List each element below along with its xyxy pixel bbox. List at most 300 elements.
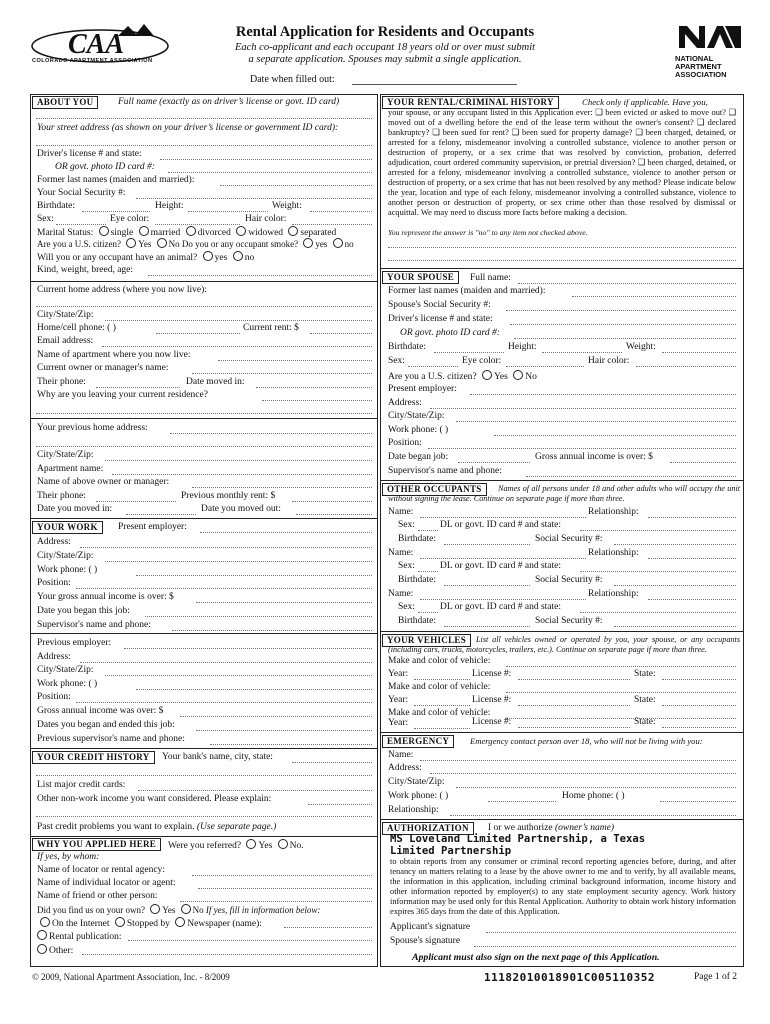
find-label: Did you find us on your own? (37, 905, 145, 915)
weight-label: Weight: (272, 201, 302, 211)
spouse-eye-field[interactable] (506, 366, 584, 367)
other-income-field[interactable] (308, 804, 372, 805)
major-cards-label: List major credit cards: (37, 780, 126, 790)
leaving-label: Why are you leaving your current residence? (37, 390, 208, 400)
bank-label: Your bank's name, city, state: (162, 752, 273, 762)
owner-name-line-1[interactable]: MS Loveland Limited Partnership, a Texas (390, 833, 646, 845)
spouse-eye-label: Eye color: (462, 356, 502, 366)
position-label: Position: (37, 578, 71, 588)
occ2-ssn-label: Social Security #: (535, 575, 603, 585)
rental-history-field-1[interactable] (388, 247, 736, 248)
prev-their-phone-field[interactable] (96, 501, 176, 502)
emergency-note: Emergency contact person over 18, who will not be living with you: (470, 736, 703, 746)
began-label: Date you began this job: (37, 606, 130, 616)
if-yes-fill-label: If yes, fill in information below: (205, 905, 321, 915)
find-yes-radio[interactable] (150, 904, 160, 914)
animal-no-label: no (244, 253, 255, 263)
spouse-address-label: Address: (388, 398, 422, 408)
spouse-weight-field[interactable] (662, 352, 736, 353)
stopped-label: Stopped by (126, 919, 170, 929)
veh1-year-field[interactable] (414, 679, 470, 680)
owner-name-line-2[interactable]: Limited Partnership (390, 845, 512, 857)
bank-field[interactable] (292, 762, 372, 763)
page-title: Rental Application for Residents and Occupants (235, 24, 535, 40)
spouse-supervisor-field[interactable] (526, 476, 736, 477)
prev-dates-label: Dates you began and ended this job: (37, 720, 175, 730)
veh2-year-field[interactable] (414, 705, 470, 706)
emergency-section-top (380, 732, 744, 733)
rental-history-tag: YOUR RENTAL/CRIMINAL HISTORY (382, 96, 559, 109)
veh1-make-field[interactable] (506, 666, 736, 667)
internet-label: On the Internet (52, 919, 110, 929)
kind-label: Kind, weight, breed, age: (37, 265, 134, 275)
work-city-field[interactable] (105, 561, 372, 562)
occ2-sex-field[interactable] (418, 571, 438, 572)
other-field[interactable] (82, 954, 372, 955)
spouse-supervisor-label: Supervisor's name and phone: (388, 466, 502, 476)
veh3-license-field[interactable] (518, 727, 630, 728)
spouse-former-label: Former last names (maiden and married): (388, 286, 546, 296)
city-label: City/State/Zip: (37, 310, 94, 320)
animal-label: Will you or any occupant have an animal? (37, 253, 198, 263)
veh3-license-label: License #: (472, 717, 512, 727)
newspaper-radio[interactable] (175, 917, 185, 927)
dl-label: Driver's license # and state: (37, 149, 142, 159)
occ1-relationship-label: Relationship: (588, 507, 639, 517)
spouse-citizen-no-radio[interactable] (513, 370, 523, 380)
income-field[interactable] (196, 602, 372, 603)
citizen-label: Are you a U.S. citizen? (37, 239, 121, 249)
owner-name-hint: (owner’s name) (555, 823, 615, 833)
date-out-label: Date you moved out: (201, 504, 281, 514)
occupants-section-top (380, 480, 744, 481)
marital-separated-label: separated (300, 228, 337, 238)
veh2-license-label: License #: (472, 695, 512, 705)
find-no-radio[interactable] (181, 904, 191, 914)
their-phone-label: Their phone: (37, 377, 86, 387)
svg-text:CAA: CAA (68, 29, 125, 60)
prev-apt-field[interactable] (112, 474, 372, 475)
rental-pub-label: Rental publication: (49, 932, 122, 942)
citizen-no-radio[interactable] (157, 238, 167, 248)
citizen-yes-radio[interactable] (126, 238, 136, 248)
marital-label: Marital Status: (37, 228, 94, 238)
caa-logo (30, 22, 180, 70)
hair-label: Hair color: (245, 214, 287, 224)
marital-single-radio[interactable] (99, 226, 109, 236)
moved-in-field[interactable] (256, 387, 372, 388)
occ1-dl-field[interactable] (580, 530, 736, 531)
rent-label: Current rent: $ (243, 323, 299, 333)
prev-dates-field[interactable] (196, 730, 372, 731)
marital-single-label: single (110, 228, 134, 238)
other-radio[interactable] (37, 944, 47, 954)
occ3-birthdate-field[interactable] (444, 626, 530, 627)
veh2-state-label: State: (634, 695, 656, 705)
occ3-ssn-label: Social Security #: (535, 616, 603, 626)
stopped-radio[interactable] (115, 917, 125, 927)
rental-pub-radio[interactable] (37, 930, 47, 940)
date-filled-field[interactable] (352, 84, 517, 85)
other-income-label: Other non-work income you want considered. Please explain: (37, 794, 272, 804)
email-label: Email address: (37, 336, 94, 346)
spouse-income-field[interactable] (670, 462, 736, 463)
emergency-relationship-label: Relationship: (388, 805, 439, 815)
spouse-ssn-field[interactable] (506, 310, 736, 311)
income-label: Your gross annual income is over: $ (37, 592, 174, 602)
spouse-city-field[interactable] (456, 421, 736, 422)
occ2-relationship-label: Relationship: (588, 548, 639, 558)
form-code: 11182010018901C005110352 (484, 971, 655, 984)
prev-home-field-2[interactable] (36, 446, 372, 447)
rental-history-note: You represent the answer is "no" to any item not checked above. (388, 228, 588, 237)
dl-field[interactable] (160, 159, 372, 160)
employer-field[interactable] (200, 532, 372, 533)
other-occupants-tag: OTHER OCCUPANTS (382, 483, 487, 496)
their-phone-field[interactable] (96, 387, 180, 388)
vehicles-section-top (380, 631, 744, 632)
spouse-birthdate-label: Birthdate: (388, 342, 426, 352)
prev-city-field-work[interactable] (105, 675, 372, 676)
veh1-state-field[interactable] (662, 679, 736, 680)
spouse-sex-field[interactable] (408, 366, 458, 367)
prev-home-field[interactable] (170, 433, 372, 434)
emergency-address-field[interactable] (430, 773, 736, 774)
occ2-dl-field[interactable] (580, 571, 736, 572)
rental-history-text: your spouse, or any occupant listed in this Application ever: ❑ been evicted or asked to move out? ❑ moved out of a dwelling before the end of the lease term without the owner's consent? ❑ declared bankruptcy? ❑ been sued for rent? ❑ been sued for property damage? ❑ been charged, detained, or arrested for a felony, misdemeanor involving a controlled substance, violence to another person or destruction of property, or a sex crime that was resolved by conviction, probation, deferred adjudication, court ordered community supervision, or pretrial diversion? ❑ been charged, detained, or arrested for a felony, misdemeanor involving a controlled substance, violence to another person or destruction of property, or a sex crime that has not been resolved by any method? Please indicate below the year, location and type of each felony, misdemeanor involving a controlled substance, violence to another person or destruction of property, or sex crime other than those resolved by dismissal or acquittal. We may need to discuss more facts before making a decision. (388, 108, 736, 217)
animal-row (37, 251, 254, 263)
apt-name-field[interactable] (218, 360, 372, 361)
caa-logo-subtitle: COLORADO APARTMENT ASSOCIATION (32, 58, 153, 64)
prev-rent-field[interactable] (292, 501, 372, 502)
occ2-relationship-field[interactable] (648, 558, 736, 559)
rent-field[interactable] (310, 333, 372, 334)
prev-supervisor-field[interactable] (210, 744, 372, 745)
occ1-ssn-label: Social Security #: (535, 534, 603, 544)
smoke-yes-label: yes (315, 239, 328, 249)
spouse-income-label: Gross annual income is over: $ (535, 452, 653, 462)
position-field[interactable] (76, 588, 372, 589)
prev-their-phone-label: Their phone: (37, 491, 86, 501)
spouse-name-label: Full name: (470, 273, 511, 283)
occ1-name-label: Name: (388, 507, 414, 517)
bank-field-2[interactable] (36, 775, 372, 776)
locator-label: Name of locator or rental agency: (37, 865, 165, 875)
occ2-name-field[interactable] (420, 558, 586, 559)
referred-row (168, 839, 304, 851)
spouse-dl-label: Driver's license # and state: (388, 314, 493, 324)
spouse-section-top (380, 268, 744, 269)
referred-no-radio[interactable] (278, 839, 288, 849)
eye-label: Eye color: (110, 214, 150, 224)
work-address-field[interactable] (80, 547, 372, 548)
prev-city-label: City/State/Zip: (37, 450, 94, 460)
veh3-state-field[interactable] (662, 727, 736, 728)
emergency-work-phone-label: Work phone: ( ) (388, 791, 449, 801)
photo-id-label: OR govt. photo ID card #: (55, 162, 155, 172)
find-yes-label: Yes (162, 905, 176, 915)
spouse-sig-field[interactable] (474, 946, 736, 947)
prev-phone-label: Work phone: ( ) (37, 679, 98, 689)
prev-owner-field[interactable] (192, 487, 372, 488)
spouse-citizen-yes-radio[interactable] (482, 370, 492, 380)
internet-radio[interactable] (40, 917, 50, 927)
spouse-citizen-row (388, 370, 537, 382)
spouse-photo-id-field[interactable] (514, 338, 736, 339)
animal-yes-radio[interactable] (203, 251, 213, 261)
hair-field[interactable] (292, 224, 372, 225)
leaving-field-2[interactable] (36, 413, 372, 414)
former-names-field[interactable] (220, 185, 372, 186)
other-income-field-2[interactable] (36, 816, 372, 817)
emergency-relationship-field[interactable] (450, 815, 736, 816)
spouse-employer-label: Present employer: (388, 384, 457, 394)
animal-no-radio[interactable] (233, 251, 243, 261)
full-name-label: Full name (exactly as on driver’s license or govt. ID card) (118, 97, 340, 107)
date-filled-label: Date when filled out: (250, 74, 335, 85)
emergency-city-label: City/State/Zip: (388, 777, 445, 787)
emergency-name-field[interactable] (420, 760, 736, 761)
source-row (37, 917, 262, 929)
page-number: Page 1 of 2 (694, 972, 738, 982)
leaving-field[interactable] (262, 400, 372, 401)
occ1-dl-label: DL or govt. ID card # and state: (440, 520, 561, 530)
subtitle-line-1: Each co-applicant and each occupant 18 years old or over must submit (234, 42, 536, 53)
owner-field[interactable] (192, 373, 372, 374)
spouse-began-label: Date began job: (388, 452, 449, 462)
home-phone-field[interactable] (156, 333, 240, 334)
marital-separated-radio[interactable] (288, 226, 298, 236)
prev-position-field[interactable] (76, 702, 372, 703)
marital-divorced-radio[interactable] (186, 226, 196, 236)
emergency-name-label: Name: (388, 750, 414, 760)
authorization-section-top (380, 819, 744, 820)
city-field[interactable] (105, 320, 372, 321)
prev-city-label-work: City/State/Zip: (37, 665, 94, 675)
prev-employer-field[interactable] (124, 648, 372, 649)
spouse-citizen-label: Are you a U.S. citizen? (388, 372, 477, 382)
sex-label: Sex: (37, 214, 54, 224)
prev-residence-top (30, 418, 378, 419)
locator-field[interactable] (192, 875, 372, 876)
street-field[interactable] (36, 145, 372, 146)
spouse-address-field[interactable] (430, 408, 736, 409)
spouse-phone-field[interactable] (494, 435, 736, 436)
occ3-relationship-field[interactable] (648, 599, 736, 600)
emergency-home-phone-label: Home phone: ( ) (562, 791, 625, 801)
veh1-license-label: License #: (472, 669, 512, 679)
work-city-label: City/State/Zip: (37, 551, 94, 561)
spouse-dl-field[interactable] (510, 324, 736, 325)
referred-no-label: No. (289, 841, 304, 851)
supervisor-label: Supervisor's name and phone: (37, 620, 151, 630)
spouse-sex-label: Sex: (388, 356, 405, 366)
occ3-name-field[interactable] (420, 599, 586, 600)
employer-label: Present employer: (118, 522, 187, 532)
spouse-hair-field[interactable] (636, 366, 736, 367)
friend-field[interactable] (180, 901, 372, 902)
rental-pub-row (34, 930, 122, 942)
applied-section-top (30, 836, 378, 837)
veh3-year-label: Year: (388, 718, 409, 728)
date-in-label: Date you moved in: (37, 504, 113, 514)
veh2-state-field[interactable] (662, 705, 736, 706)
authorize-row (488, 823, 614, 833)
marital-married-radio[interactable] (139, 226, 149, 236)
emergency-city-field[interactable] (456, 787, 736, 788)
find-row (37, 904, 320, 915)
sex-field[interactable] (56, 224, 106, 225)
prev-phone-field[interactable] (136, 689, 372, 690)
about-you-tag: ABOUT YOU (32, 96, 98, 109)
prev-home-label: Your previous home address: (37, 423, 148, 433)
occ2-name-label: Name: (388, 548, 414, 558)
emergency-home-phone-field[interactable] (660, 801, 736, 802)
apt-name-label: Name of apartment where you now live: (37, 350, 191, 360)
date-out-field[interactable] (296, 514, 372, 515)
referred-label: Were you referred? (168, 841, 242, 851)
authorization-text: to obtain reports from any consumer or criminal record reporting agencies before, during, and after tenancy on matters relating to a lease by the above owner to me and to verify, by all available means, the information in this application, including criminal background information, income history and other information reported by employer(s) to any state employment security agency. Work history information may be used only for this Rental Application. Authority to obtain work history information expires 365 days from the date of this Application. (390, 857, 736, 916)
check-applicable-label: Check only if applicable. Have you, (582, 97, 708, 107)
spouse-former-field[interactable] (572, 296, 736, 297)
smoke-label: Do you or any occupant smoke? (181, 239, 299, 249)
veh2-year-label: Year: (388, 695, 409, 705)
naa-logo-mark-icon (675, 22, 745, 50)
right-column-bottom (380, 966, 744, 967)
friend-label: Name of friend or other person: (37, 891, 158, 901)
marital-divorced-label: divorced (197, 228, 231, 238)
veh2-make-label: Make and color of vehicle: (388, 682, 491, 692)
spouse-began-field[interactable] (458, 462, 530, 463)
applicant-sig-field[interactable] (486, 932, 736, 933)
newspaper-field[interactable] (284, 927, 372, 928)
emergency-address-label: Address: (388, 763, 422, 773)
other-row (34, 944, 73, 956)
your-work-tag: YOUR WORK (32, 521, 103, 534)
spouse-position-label: Position: (388, 438, 422, 448)
occ2-ssn-field[interactable] (614, 585, 736, 586)
left-column-bottom (30, 966, 378, 967)
former-names-label: Former last names (maiden and married): (37, 175, 195, 185)
emergency-work-phone-field[interactable] (488, 801, 556, 802)
veh1-make-label: Make and color of vehicle: (388, 656, 491, 666)
smoke-no-radio[interactable] (333, 238, 343, 248)
work-address-label: Address: (37, 537, 71, 547)
authorization-tag: AUTHORIZATION (382, 822, 474, 835)
smoke-yes-radio[interactable] (303, 238, 313, 248)
citizen-no-label: No (168, 239, 180, 249)
photo-id-field[interactable] (168, 172, 372, 173)
occ1-sex-label: Sex: (398, 520, 415, 530)
credit-problems-row (37, 822, 276, 832)
full-name-field[interactable] (36, 118, 372, 119)
prev-supervisor-label: Previous supervisor's name and phone: (37, 734, 185, 744)
kind-field[interactable] (148, 275, 372, 276)
work-phone-field[interactable] (136, 575, 372, 576)
occ2-dl-label: DL or govt. ID card # and state: (440, 561, 561, 571)
prev-income-field[interactable] (180, 716, 372, 717)
spouse-position-field[interactable] (428, 448, 736, 449)
naa-logo (675, 22, 745, 80)
prev-rent-label: Previous monthly rent: $ (181, 491, 276, 501)
street-label: Your street address (as shown on your driver’s license or government ID card): (37, 123, 339, 133)
citizen-yes-label: Yes (138, 239, 152, 249)
referred-yes-radio[interactable] (246, 839, 256, 849)
current-home-field[interactable] (36, 306, 372, 307)
occ2-birthdate-field[interactable] (444, 585, 530, 586)
spouse-citizen-yes-label: Yes (494, 372, 508, 382)
prev-work-top (30, 633, 378, 634)
rental-history-field-2[interactable] (388, 260, 736, 261)
occ1-ssn-field[interactable] (614, 544, 736, 545)
began-field[interactable] (145, 616, 372, 617)
spouse-employer-field[interactable] (470, 394, 736, 395)
if-yes-label: If yes, by whom: (37, 852, 100, 862)
occ1-name-field[interactable] (420, 517, 586, 518)
email-field[interactable] (102, 346, 372, 347)
credit-problems-note: (Use separate page.) (196, 822, 277, 832)
veh2-license-field[interactable] (518, 705, 630, 706)
occ2-birthdate-label: Birthdate: (398, 575, 436, 585)
prev-address-field[interactable] (80, 662, 372, 663)
eye-field[interactable] (155, 224, 240, 225)
prev-city-field[interactable] (105, 460, 372, 461)
occ3-name-label: Name: (388, 589, 414, 599)
veh3-year-field[interactable] (414, 728, 470, 729)
marital-row (37, 226, 336, 238)
marital-widowed-label: widowed (248, 228, 284, 238)
height-field[interactable] (188, 211, 268, 212)
animal-yes-label: yes (214, 253, 228, 263)
owner-label: Current owner or manager's name: (37, 363, 169, 373)
find-no-label: No (192, 905, 204, 915)
credit-section-top (30, 748, 378, 749)
spouse-ssn-label: Spouse's Social Security #: (388, 300, 491, 310)
residence-section-top (30, 281, 378, 282)
spouse-height-field[interactable] (542, 352, 622, 353)
individual-field[interactable] (198, 888, 372, 889)
ssn-label: Your Social Security #: (37, 188, 126, 198)
spouse-height-label: Height: (508, 342, 537, 352)
rental-pub-field[interactable] (128, 940, 372, 941)
occ1-sex-field[interactable] (418, 530, 438, 531)
spouse-weight-label: Weight: (626, 342, 656, 352)
birthdate-field[interactable] (82, 211, 150, 212)
occ3-sex-label: Sex: (398, 602, 415, 612)
weight-field[interactable] (310, 211, 372, 212)
veh3-make-field[interactable] (506, 718, 736, 719)
supervisor-field[interactable] (172, 630, 372, 631)
occ1-birthdate-label: Birthdate: (398, 534, 436, 544)
major-cards-field[interactable] (138, 790, 372, 791)
ssn-field[interactable] (136, 198, 372, 199)
work-phone-label: Work phone: ( ) (37, 565, 98, 575)
veh2-make-field[interactable] (506, 692, 736, 693)
occ1-birthdate-field[interactable] (444, 544, 530, 545)
occ3-dl-field[interactable] (580, 612, 736, 613)
occ1-relationship-field[interactable] (648, 517, 736, 518)
occ3-sex-field[interactable] (418, 612, 438, 613)
date-in-field[interactable] (126, 514, 196, 515)
occ3-ssn-field[interactable] (614, 626, 736, 627)
marital-widowed-radio[interactable] (236, 226, 246, 236)
spouse-photo-id-label: OR govt. photo ID card #: (400, 328, 500, 338)
newspaper-label: Newspaper (name): (187, 919, 262, 929)
spouse-birthdate-field[interactable] (434, 352, 504, 353)
spouse-name-field[interactable] (518, 283, 736, 284)
veh1-license-field[interactable] (518, 679, 630, 680)
credit-problems-label: Past credit problems you want to explain. (37, 822, 195, 832)
